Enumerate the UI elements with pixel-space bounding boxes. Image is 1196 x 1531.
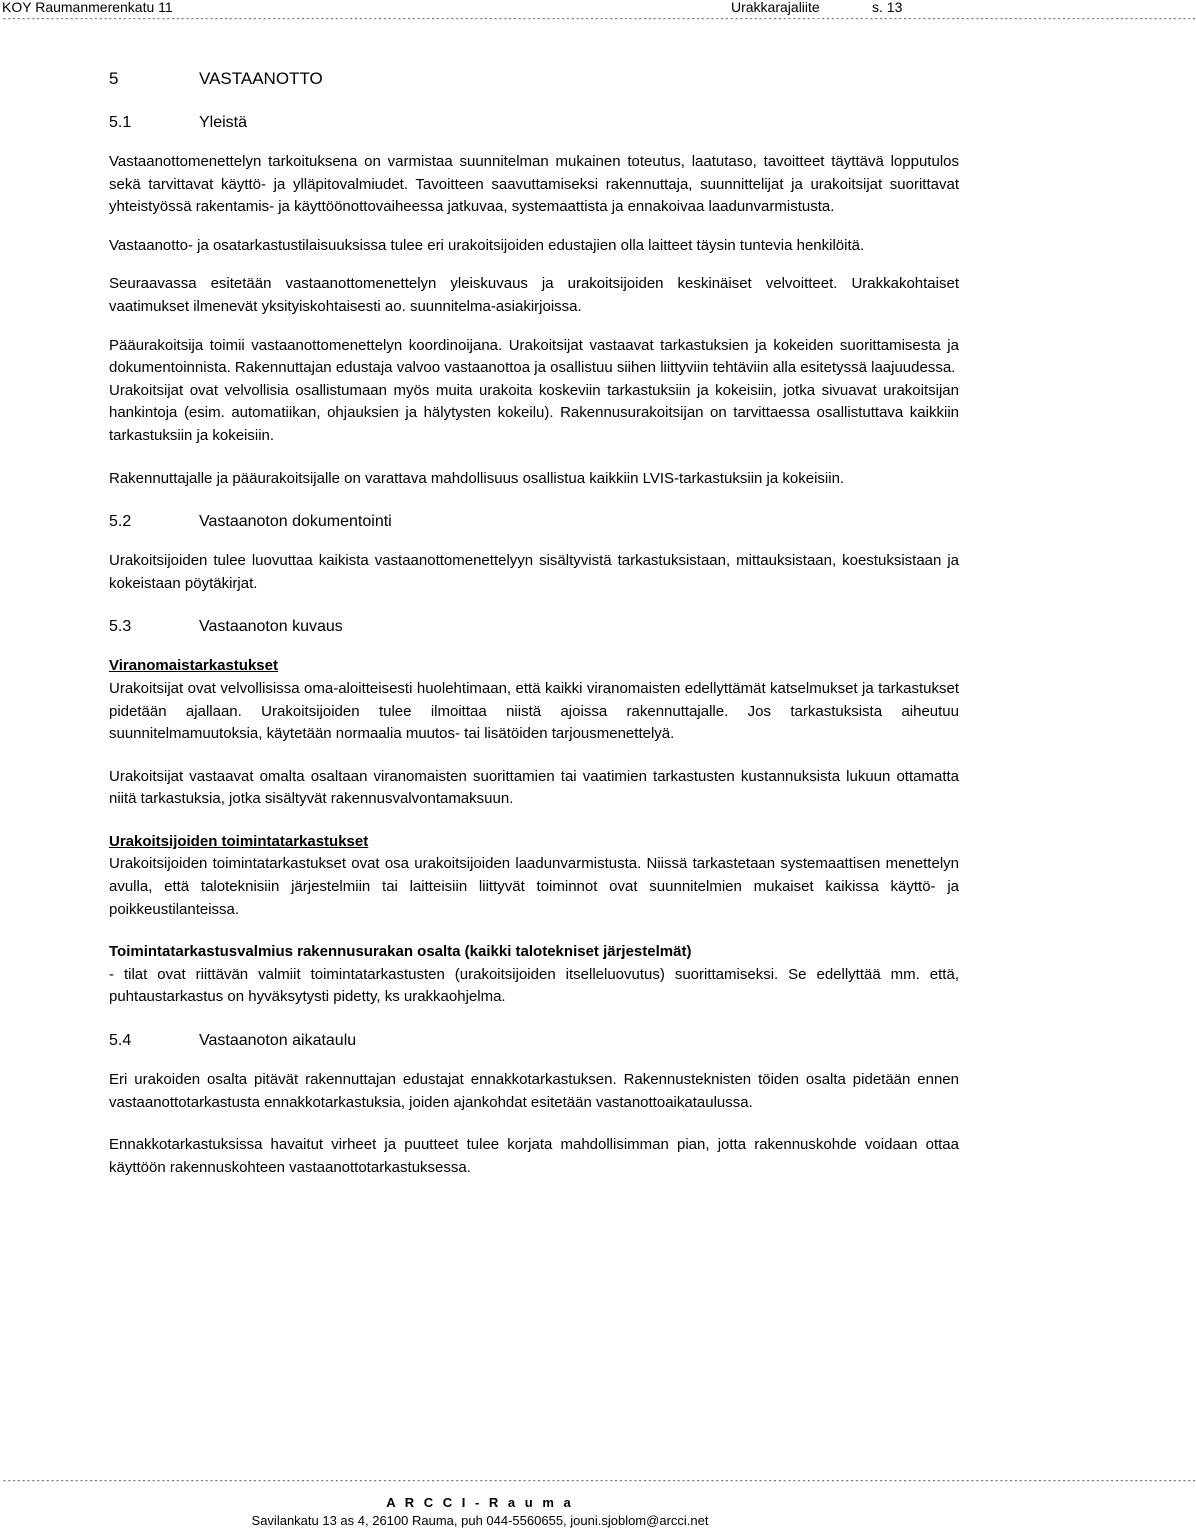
section-title: Yleistä — [199, 114, 248, 131]
paragraph: Urakoitsijat vastaavat omalta osaltaan viranomaisten suorittamien tai vaatimien tarkastusten kustannuksista lukuun ottamatta niitä tarkastuksia, jotka sisältyvät rakennusvalvontamaksuun. — [109, 767, 959, 808]
paragraph: Rakennuttajalle ja pääurakoitsijalle on varattava mahdollisuus osallistua kaikkiin LVIS-tarkastuksiin ja kokeisiin. — [109, 469, 845, 487]
footer-company: A R C C I - R a u m a — [386, 1495, 574, 1510]
paragraph: Eri urakoiden osalta pitävät rakennuttajan edustajat ennakkotarkastuksen. Rakennusteknisten töiden osalta pidetään ennen vastaanottotarkastusta ennakkotarkastuksia, joiden ajankohdat esitetään vastanottoaikataulussa. — [109, 1071, 959, 1111]
section-5-4-heading — [109, 1029, 959, 1053]
subheading: Urakoitsijoiden toimintatarkastukset — [109, 832, 369, 850]
paragraph: Urakoitsijat ovat velvollisissa oma-aloitteisesti huolehtimaan, että kaikki viranomaisten edellyttämät katselmukset ja tarkastukset pidetään ajallaan. Urakoitsijoiden tulee ilmoittaa niistä ajoissa rakennuttajalle. Jos tarkastuksista aiheutuu suunnitelmamuutoksia, käytetään normaalia muutos- tai lisätöiden tarjousmenettelyä. — [109, 679, 959, 743]
section-number: 5.2 — [109, 513, 132, 531]
section-5-2-heading — [109, 510, 959, 534]
section-title: Vastaanoton aikataulu — [199, 1032, 357, 1050]
section-title: Vastaanoton kuvaus — [199, 618, 343, 636]
document-body — [109, 67, 959, 1195]
paragraph: Vastaanottomenettelyn tarkoituksena on varmistaa suunnitelman mukainen toteutus, laatutaso, tavoitteet täyttävä lopputulos sekä tarvittavat käyttö- ja ylläpitovalmiudet. Tavoitteen saavuttamiseksi rakennuttaja, suunnittelijat ja urakoitsijat suorittavat yhteistyössä rakentamis- ja käyttöönottovaiheessa jatkuvaa, systemaattista ja ennakoivaa laadunvarmistusta. — [109, 153, 959, 216]
header-page-number: s. 13 — [872, 0, 903, 15]
footer-divider: -------------------------------------------------------------------------------------------------------------------------------------------------------------------------------------------------------------------------------------------------------- — [2, 1476, 1196, 1485]
section-number: 5.3 — [109, 618, 132, 636]
paragraph: Vastaanotto- ja osatarkastustilaisuuksissa tulee eri urakoitsijoiden edustajien olla laitteet täysin tuntevia henkilöitä. — [109, 236, 865, 254]
section-5-1-heading — [109, 111, 959, 135]
subheading: Viranomaistarkastukset — [109, 657, 278, 675]
section-5-heading — [109, 67, 959, 91]
section-title: Vastaanoton dokumentointi — [199, 513, 392, 531]
paragraph: Ennakkotarkastuksissa havaitut virheet ja puutteet tulee korjata mahdollisimman pian, jotta rakennuskohde voidaan ottaa käyttöön rakennuskohteen vastaanottotarkastuksessa. — [109, 1136, 959, 1176]
header-divider: -------------------------------------------------------------------------------------------------------------------------------------------------------------------------------------------------------------------------------------------------------- — [2, 14, 1196, 23]
paragraph: Urakoitsijat ovat velvollisia osallistumaan myös muita urakoita koskeviin tarkastuksiin ja kokeisiin, jotka sivuavat urakoitsijan hankintoja (esim. automatiikan, ohjauksien ja hälytysten kokeilu). Rakennusurakoitsijan on tarvittaessa osallistuttava kaikkiin tarkastuksiin ja kokeisiin. — [109, 381, 959, 444]
section-number: 5 — [109, 69, 119, 88]
section-number: 5.1 — [109, 114, 132, 131]
footer-address: Savilankatu 13 as 4, 26100 Rauma, puh 044-5560655, jouni.sjoblom@arcci.net — [251, 1513, 709, 1528]
subheading: Toimintatarkastusvalmius rakennusurakan osalta (kaikki talotekniset järjestelmät) — [109, 943, 692, 961]
list-item: - tilat ovat riittävän valmiit toimintatarkastusten (urakoitsijoiden itselleluovutus) suorittamiseksi. Se edellyttää mm. että, puhtaustarkastus on hyväksytysti pidetty, ks urakkaohjelma. — [109, 965, 959, 1006]
paragraph: Pääurakoitsija toimii vastaanottomenettelyn koordinoijana. Urakoitsijat vastaavat tarkastuksien ja kokeiden suorittamisesta ja dokumentoinnista. Rakennuttajan edustaja valvoo vastaanottoa ja osallistuu siihen liittyviin tehtäviin alla esitetyssä laajuudessa. — [109, 336, 959, 377]
page-header — [0, 0, 960, 14]
section-5-3-heading — [109, 615, 959, 639]
header-document-type: Urakkarajaliite — [731, 0, 820, 15]
paragraph: Seuraavassa esitetään vastaanottomenettelyn yleiskuvaus ja urakoitsijoiden keskinäiset velvoitteet. Urakkakohtaiset vaatimukset ilmenevät yksityiskohtaisesti ao. suunnitelma-asiakirjoissa. — [109, 275, 959, 315]
paragraph: Urakoitsijoiden tulee luovuttaa kaikista vastaanottomenettelyyn sisältyvistä tarkastuksistaan, mittauksistaan, koestuksistaan ja kokeistaan pöytäkirjat. — [109, 552, 959, 592]
header-project: KOY Raumanmerenkatu 11 — [2, 0, 173, 15]
section-number: 5.4 — [109, 1032, 132, 1050]
paragraph: Urakoitsijoiden toimintatarkastukset ovat osa urakoitsijoiden laadunvarmistusta. Niissä tarkastetaan systemaattisen menettelyn avulla, että taloteknisiin järjestelmiin tai laitteisiin liittyvät toiminnot ovat suunnitelmien mukaiset kaikissa käyttö- ja poikkeustilanteissa. — [109, 855, 959, 918]
section-title: VASTAANOTTO — [199, 69, 323, 88]
